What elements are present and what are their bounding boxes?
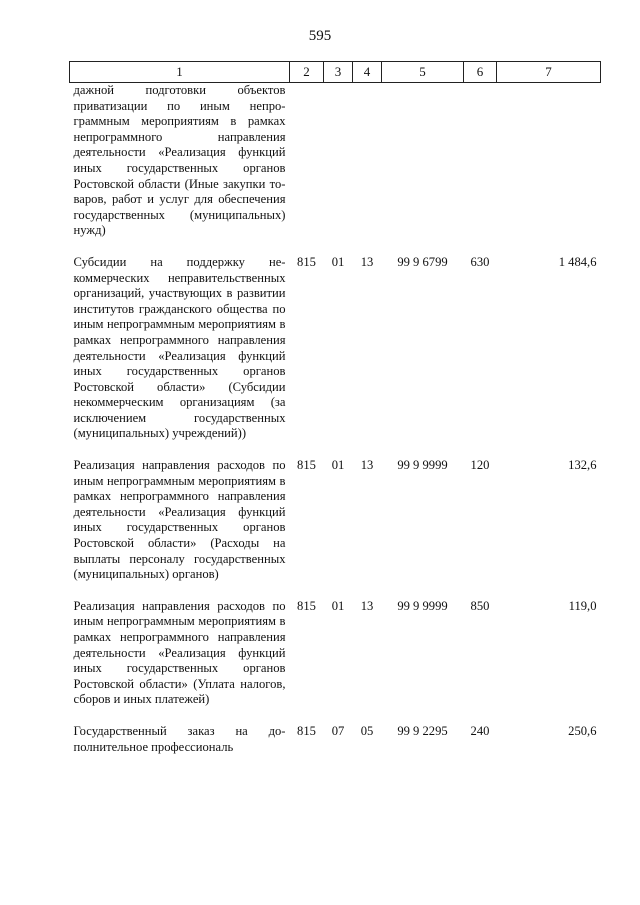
row-subsection (353, 83, 382, 239)
table-header (70, 62, 601, 83)
row-ministry: 815 (297, 598, 316, 613)
table-row (70, 724, 601, 755)
header-col-1: 1 (70, 62, 290, 83)
header-col-2: 2 (290, 62, 324, 83)
table-row (70, 83, 601, 239)
header-col-7: 7 (497, 62, 601, 83)
row-expense-type (464, 83, 497, 239)
row-name: Реализация направления расходов по иным непрограммным мероприятиям в рамках непрограммного направления деятельности «Реализация функций иных государственных органов Ростовской области» (Уплата налогов, сборов и иных платежей) (73, 598, 286, 707)
row-name: Реализация направления расходов по иным непрограммным мероприятиям в рамках непрограммного направления деятельности «Реализация функций иных государственных органов Ростовской области» (Расходы на выплаты персоналу государственных (муниципальных) органов) (73, 458, 286, 582)
row-target (382, 83, 464, 239)
row-section: 01 (331, 458, 345, 473)
row-section (324, 83, 353, 239)
row-section: 07 (331, 723, 345, 738)
row-expense-type: 240 (470, 723, 490, 738)
row-amount: 132,6 (568, 458, 597, 473)
header-col-4: 4 (353, 62, 382, 83)
header-col-6: 6 (464, 62, 497, 83)
row-section: 01 (331, 254, 345, 269)
row-name: Субсидии на поддержку некоммерческих неправительственных организаций, участвующих в развитии институтов гражданского общества по иным непрограммным мероприятиям в рамках непрограммного направления деятельности «Реализация функций иных государственных органов Ростовской области» (Субсидии некоммерческим организациям (за исключением государственных (муниципальных) учреждений)) (73, 254, 286, 441)
row-target: 99 9 6799 (397, 254, 448, 269)
row-amount: 119,0 (568, 598, 597, 613)
header-col-5: 5 (382, 62, 464, 83)
budget-table (69, 61, 601, 755)
row-name: Государственный заказ на дополнительное профессиональ (73, 723, 286, 754)
row-target: 99 9 2295 (397, 723, 448, 738)
row-subsection: 13 (360, 598, 374, 613)
row-expense-type: 630 (470, 254, 490, 269)
header-row (70, 62, 601, 83)
table-row (70, 255, 601, 442)
row-subsection: 05 (360, 723, 374, 738)
row-target: 99 9 9999 (397, 598, 448, 613)
row-amount: 250,6 (568, 723, 597, 738)
row-expense-type: 120 (470, 458, 490, 473)
table-body (70, 83, 601, 756)
row-amount (497, 83, 601, 239)
row-name: дажной подготовки объектов приватизации по иным непрограммным мероприятиям в рамках непрограммного направления деятельности «Реализация функций иных государственных органов Ростовской области (Иные закупки товаров, работ и услуг для обеспечения государственных (муниципальных) нужд) (73, 83, 286, 238)
row-ministry: 815 (297, 254, 316, 269)
header-col-3: 3 (324, 62, 353, 83)
row-expense-type: 850 (470, 598, 490, 613)
table-row (70, 599, 601, 708)
row-target: 99 9 9999 (397, 458, 448, 473)
row-section: 01 (331, 598, 345, 613)
row-subsection: 13 (360, 254, 374, 269)
table-row (70, 458, 601, 583)
row-ministry (290, 83, 324, 239)
page-number: 595 (308, 28, 332, 44)
row-amount: 1 484,6 (558, 254, 597, 269)
row-subsection: 13 (360, 458, 374, 473)
row-ministry: 815 (297, 723, 316, 738)
row-ministry: 815 (297, 458, 316, 473)
